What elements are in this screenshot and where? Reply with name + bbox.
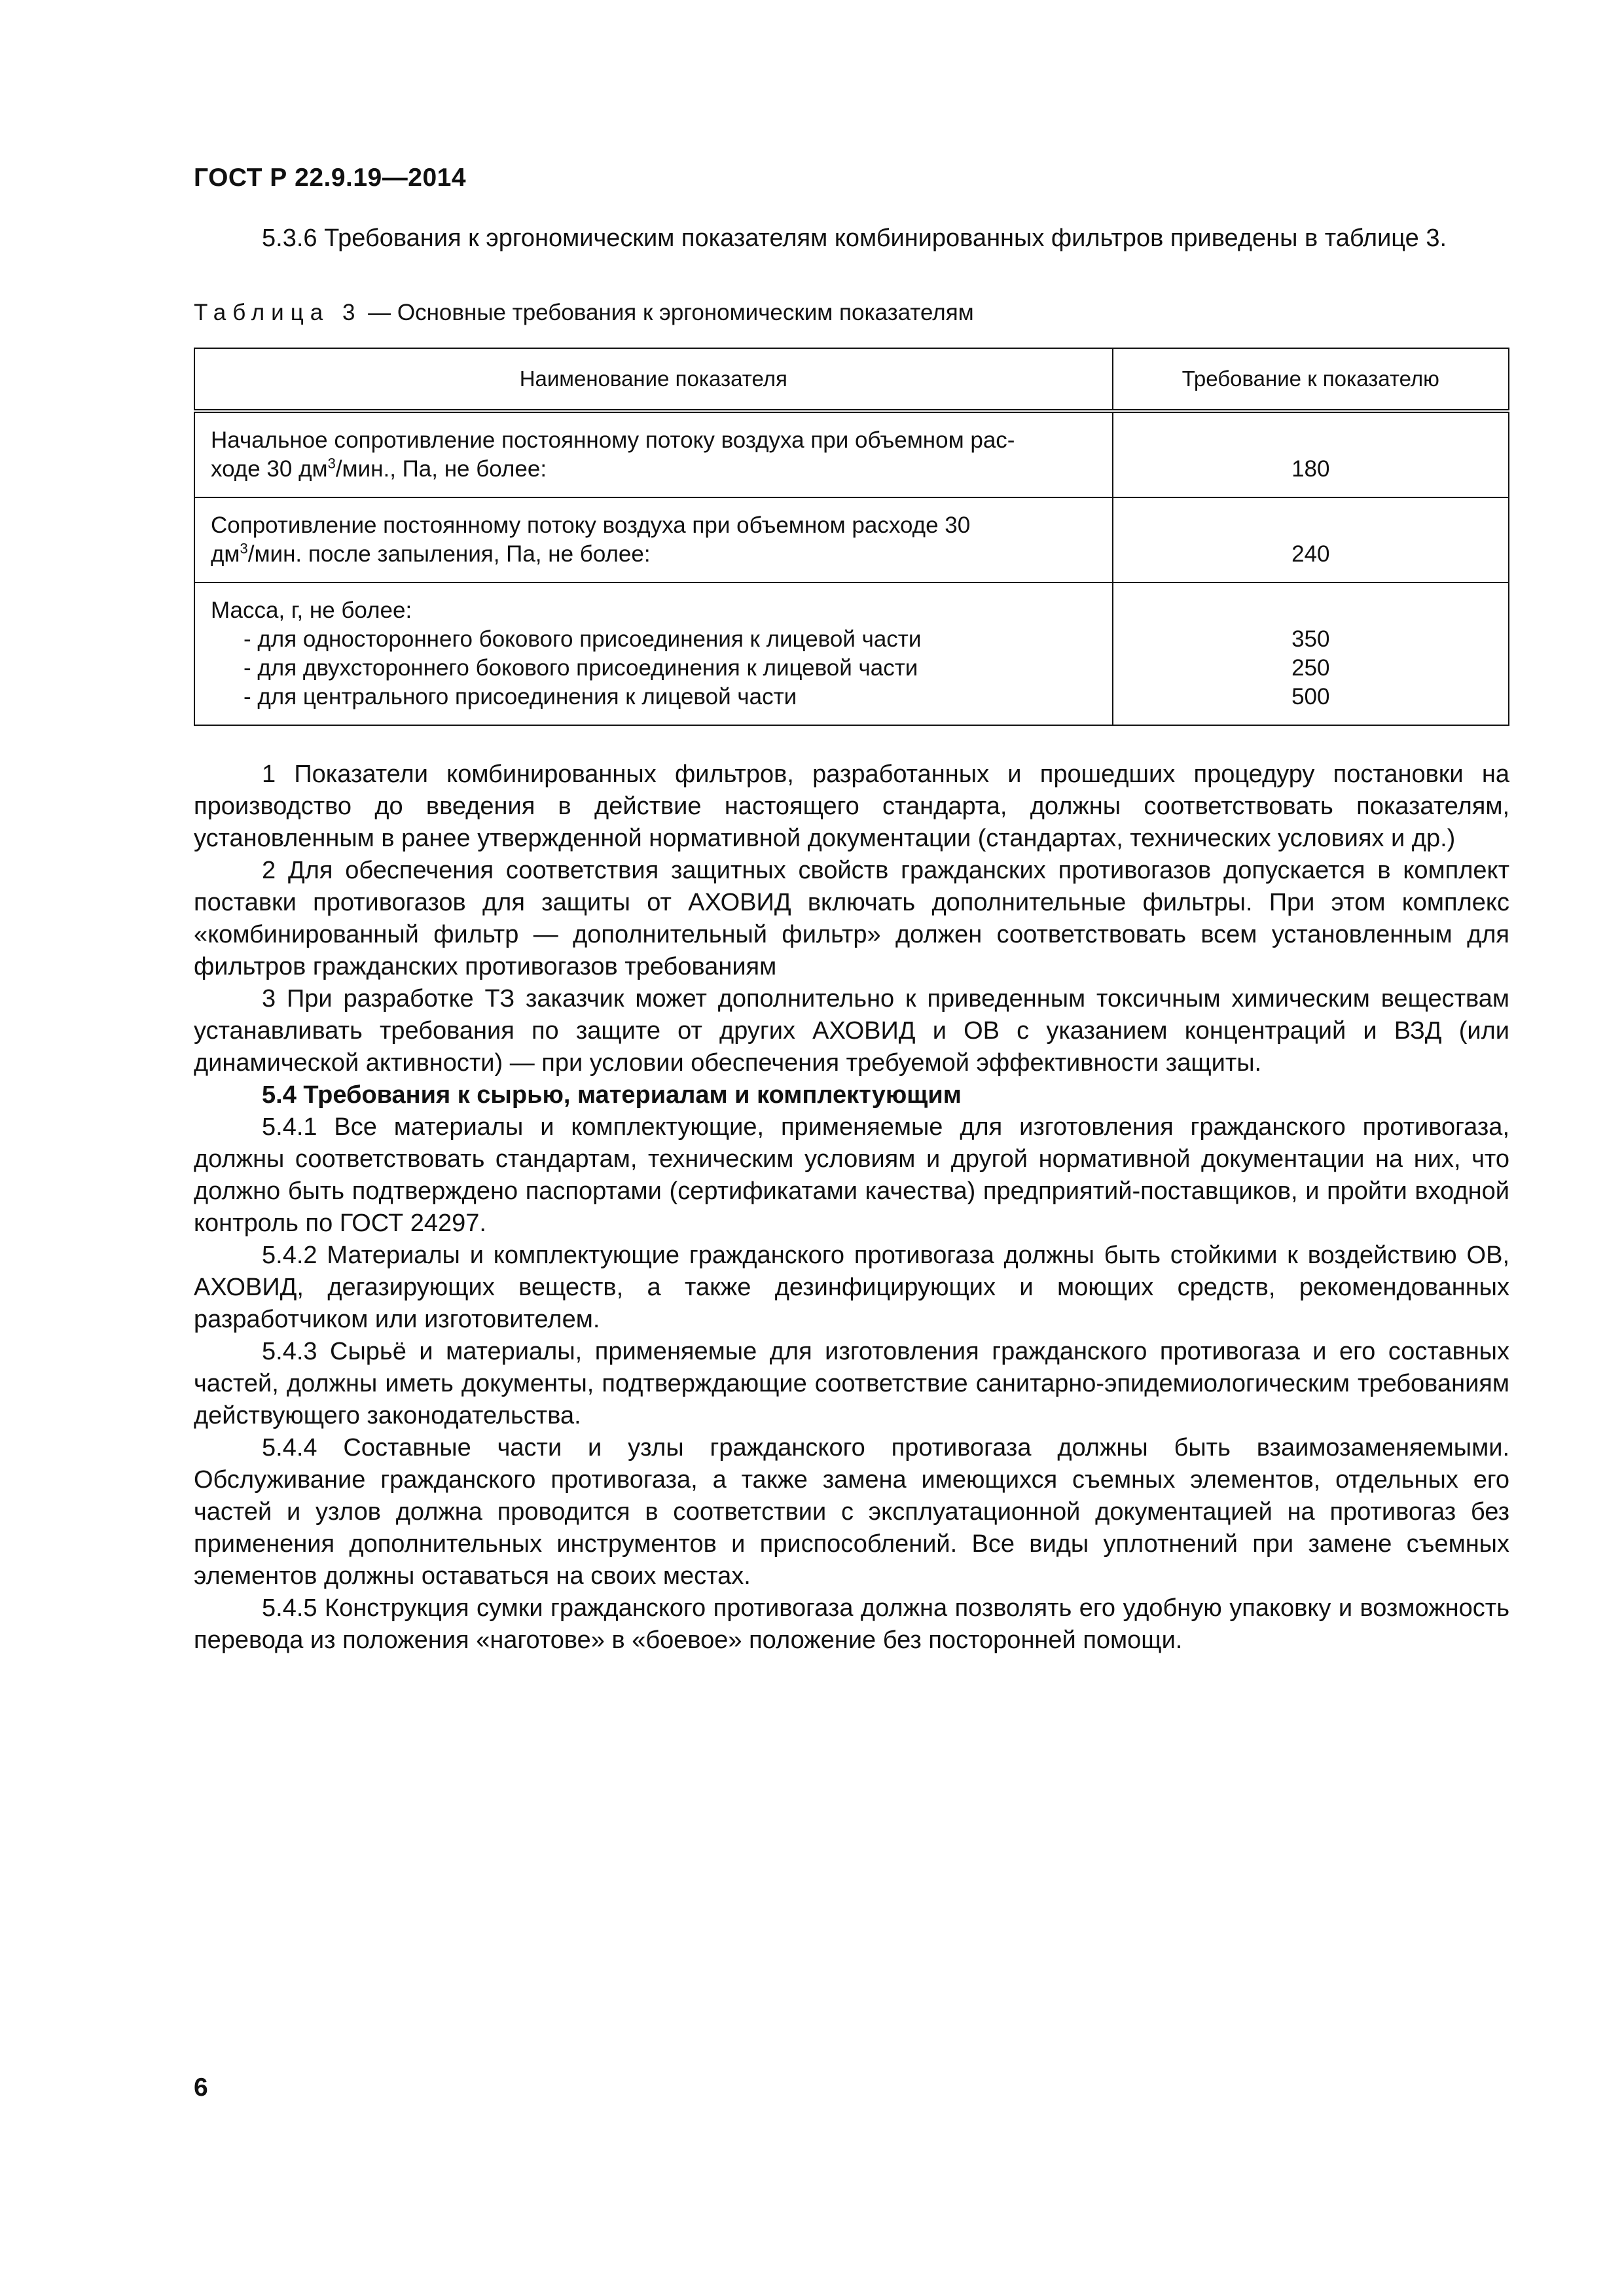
table-caption-label: Таблица 3 xyxy=(194,300,362,325)
column-header-requirement: Требование к показателю xyxy=(1113,348,1509,411)
body-paragraph: 5.4.3 Сырьё и материалы, применяемые для изготовления гражданского противогаза и его составных частей, должны иметь документы, подтверждающие соответствие санитарно-эпидемиологическим требованиям действующего законодательства. xyxy=(194,1338,1509,1429)
body-paragraph: 5.4.1 Все материалы и комплектующие, применяемые для изготовления гражданского противогаза, должны соответствовать стандартам, техническим условиям и другой нормативной документации на них, что должно быть подтверждено паспортами (сертификатами качества) предприятий-поставщиков, и пройти входной контроль по ГОСТ 24297. xyxy=(194,1113,1509,1237)
cell-line: - для центрального присоединения к лицевой части xyxy=(244,684,797,709)
table-caption xyxy=(194,298,1509,328)
table-row xyxy=(194,411,1509,497)
table-cell-name xyxy=(194,411,1113,497)
table-cell-value: 180 xyxy=(1113,411,1509,497)
requirements-table xyxy=(194,348,1509,726)
note-paragraph: 1 Показатели комбинированных фильтров, разработанных и прошедших процедуру постановки на производство до введения в действие настоящего стандарта, должны соответствовать показателям, установленным в ранее утвержденной нормативной документации (стандартах, технических условиях и др.) xyxy=(194,761,1509,852)
cell-line: ходе 30 $дм^3$/мин., Па, не более: xyxy=(211,455,547,482)
body-paragraph: 5.4.4 Составные части и узлы гражданского противогаза должны быть взаимозаменяемыми. Обслуживание гражданского противогаза, а также замена имеющихся съемных элементов, отдельных его частей и узлов должна проводится в соответствии с эксплуатационной документацией на противогаз без применения дополнительных инструментов и приспособлений. Все виды уплотнений при замене съемных элементов должны оставаться на своих местах. xyxy=(194,1434,1509,1590)
cell-line: Сопротивление постоянному потоку воздуха при объемном расходе 30 xyxy=(211,512,971,538)
table-cell-name xyxy=(194,497,1113,583)
cell-line: Масса, г, не более: xyxy=(211,598,412,623)
body-paragraph: 5.4.2 Материалы и комплектующие гражданского противогаза должны быть стойкими к воздействию ОВ, АХОВИД, дегазирующих веществ, а также дезинфицирующих и моющих средств, рекомендованных разработчиком или изготовителем. xyxy=(194,1242,1509,1333)
section-heading: 5.4 Требования к сырью, материалам и комплектующим xyxy=(262,1081,962,1109)
table-cell-value: 240 xyxy=(1113,497,1509,583)
table-row xyxy=(194,497,1509,583)
document-body xyxy=(194,223,1509,1657)
cell-value-line: 500 xyxy=(1291,684,1330,709)
note-paragraph: 2 Для обеспечения соответствия защитных свойств гражданских противогазов допускается в комплект поставки противогазов для защиты от АХОВИД включать дополнительные фильтры. При этом комплекс «комбинированный фильтр — дополнительный фильтр» должен соответствовать всем установленным для фильтров гражданских противогазов требованиям xyxy=(194,857,1509,980)
intro-paragraph: 5.3.6 Требования к эргономическим показателям комбинированных фильтров приведены в таблице 3. xyxy=(262,224,1447,252)
cell-line: - для одностороннего бокового присоединения к лицевой части xyxy=(244,626,922,652)
page-number: 6 xyxy=(194,2073,208,2102)
cell-line: - для двухстороннего бокового присоединения к лицевой части xyxy=(244,655,918,681)
note-paragraph: 3 При разработке ТЗ заказчик может дополнительно к приведенным токсичным химическим веществам устанавливать требования по защите от других АХОВИД и ОВ с указанием концентраций и ВЗД (или динамической активности) — при условии обеспечения требуемой эффективности защиты. xyxy=(194,985,1509,1077)
cell-value-line: 250 xyxy=(1291,655,1330,681)
body-paragraph: 5.4.5 Конструкция сумки гражданского противогаза должна позволять его удобную упаковку и возможность перевода из положения «наготове» в «боевое» положение без посторонней помощи. xyxy=(194,1594,1509,1654)
document-header: ГОСТ Р 22.9.19—2014 xyxy=(194,164,467,192)
cell-line: Начальное сопротивление постоянному потоку воздуха при объемном рас- xyxy=(211,427,1015,453)
table-row xyxy=(194,583,1509,725)
table-header-row xyxy=(194,348,1509,411)
table-cell-value xyxy=(1113,583,1509,725)
table-cell-name xyxy=(194,583,1113,725)
cell-value-line: 350 xyxy=(1291,626,1330,652)
cell-line: $дм^3$/мин. после запыления, Па, не более: xyxy=(211,540,651,567)
table-caption-title: — Основные требования к эргономическим показателям xyxy=(368,300,974,325)
column-header-name: Наименование показателя xyxy=(194,348,1113,411)
